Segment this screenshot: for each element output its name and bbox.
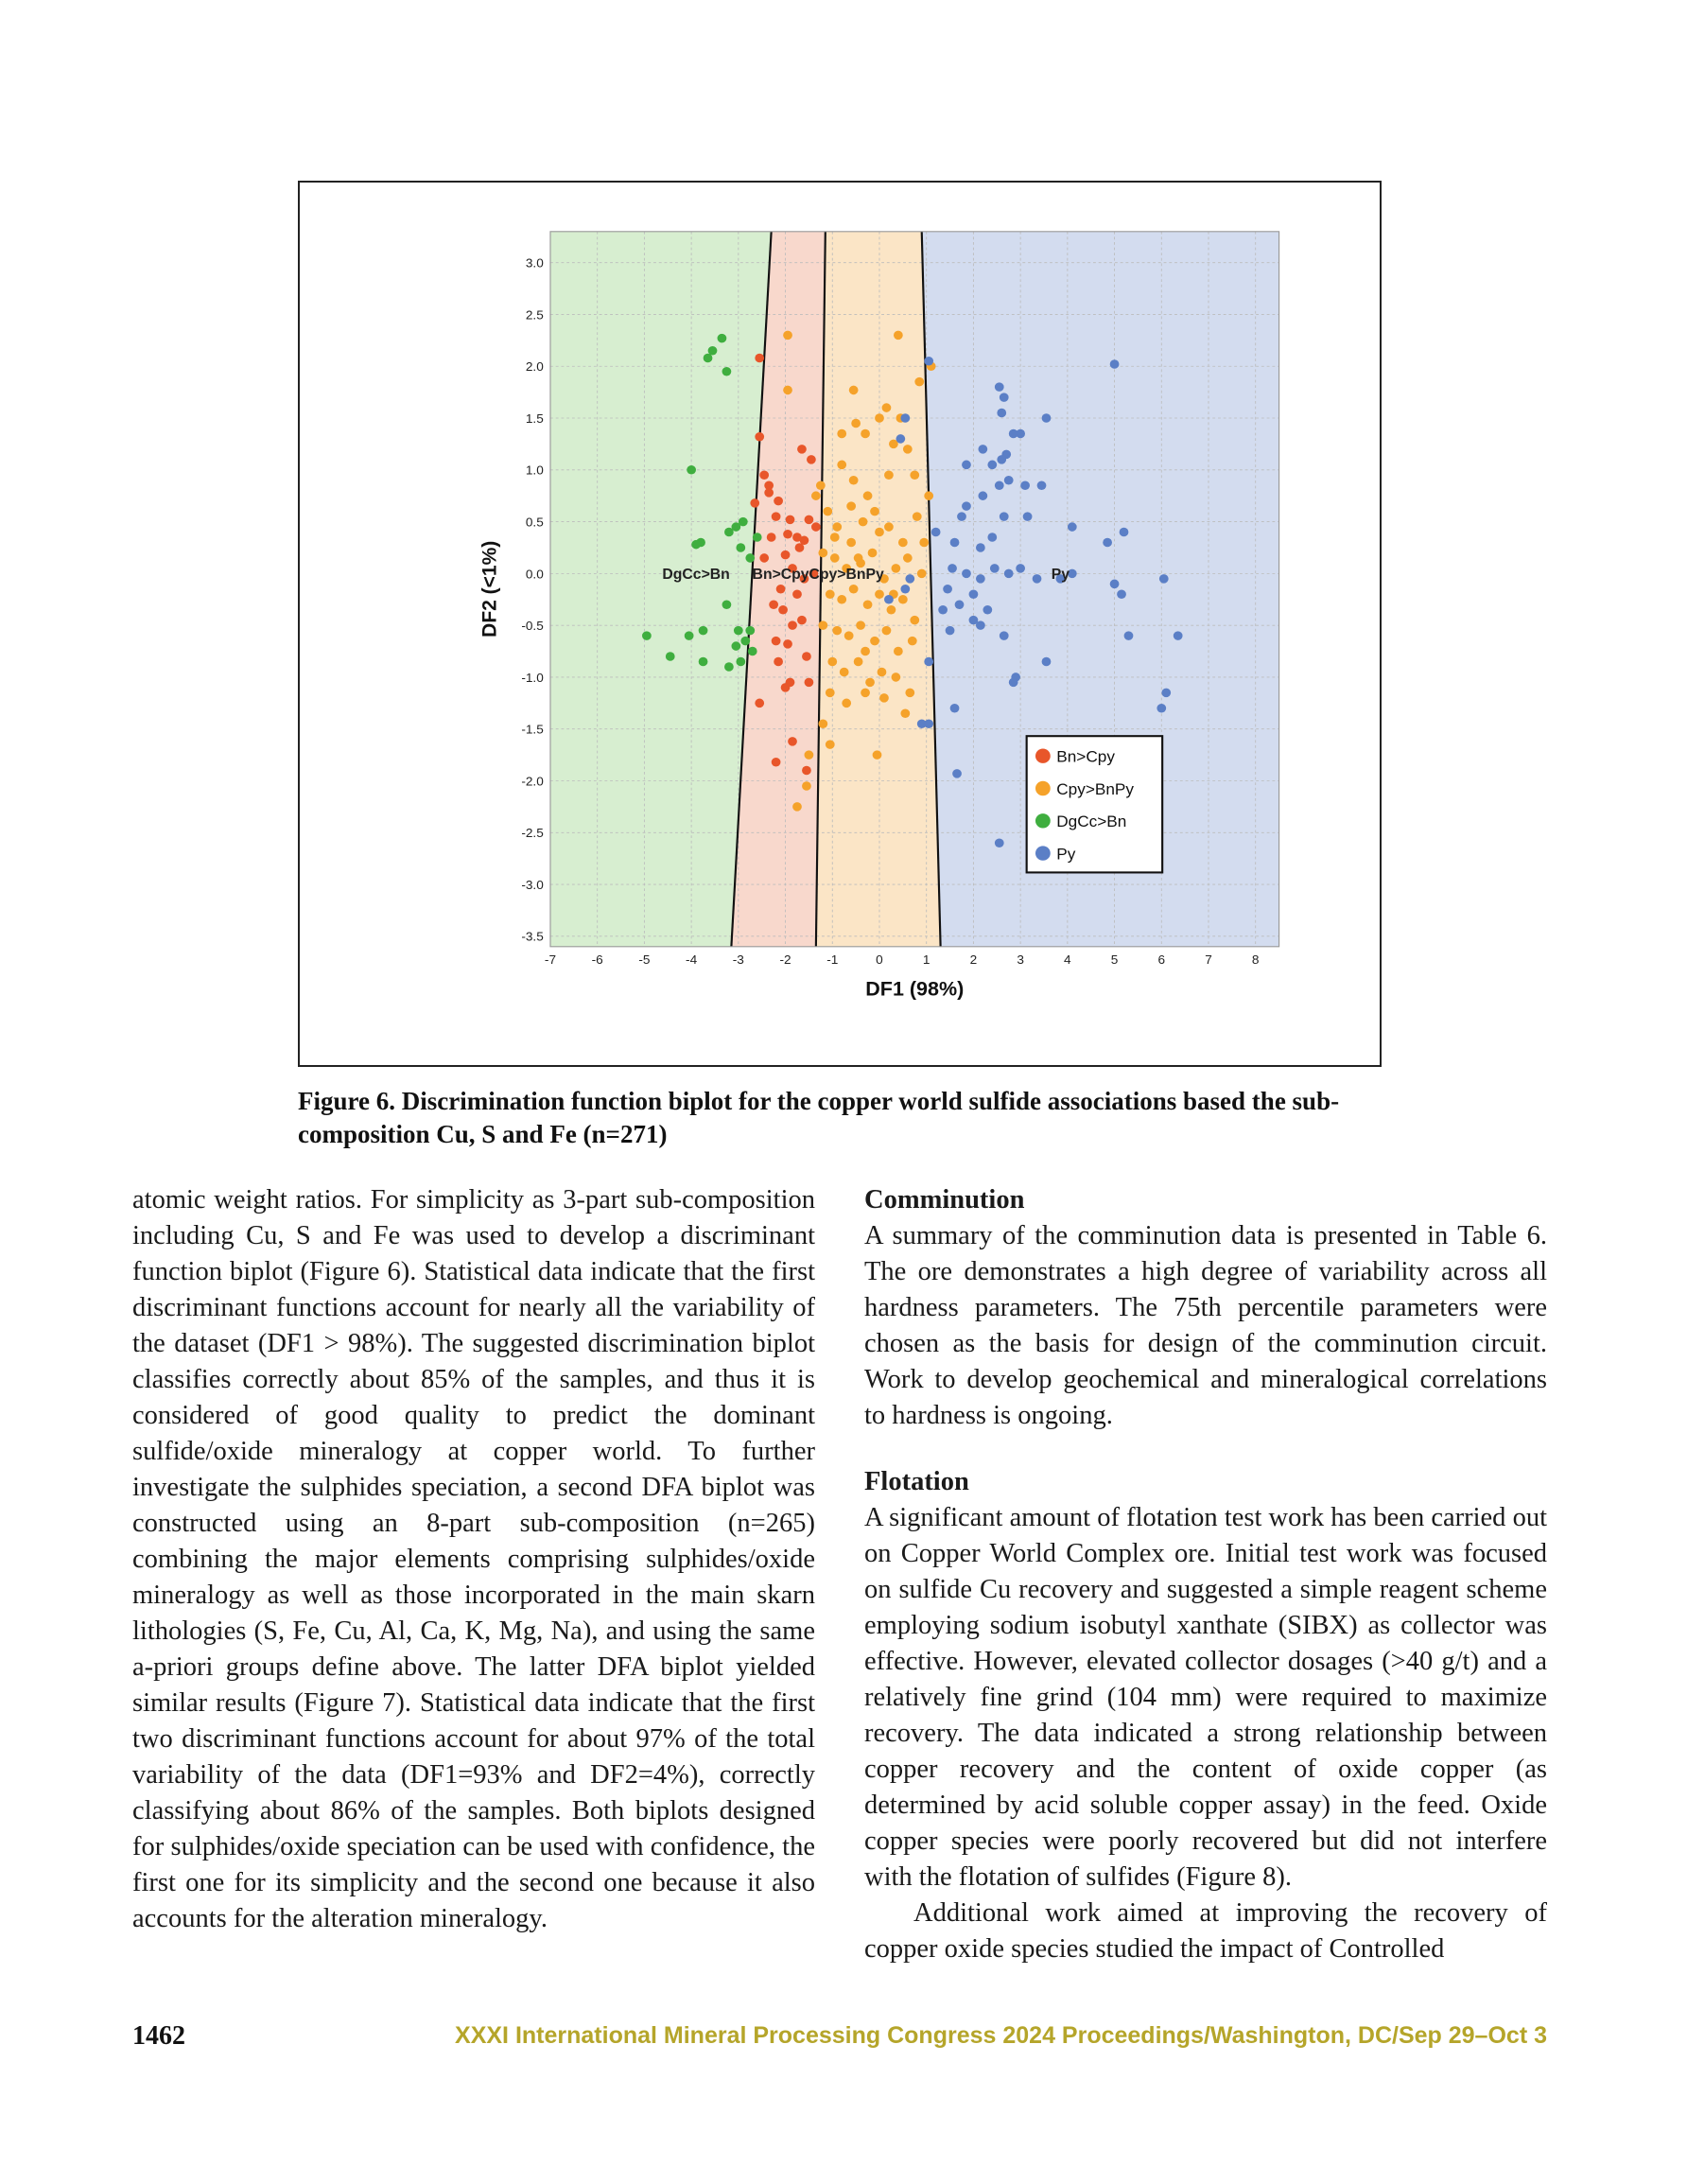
data-point-cpy-bnpy	[910, 616, 919, 625]
data-point-py	[1000, 393, 1009, 402]
x-tick-label: -7	[544, 952, 557, 967]
region-label: Py	[1051, 567, 1070, 583]
data-point-cpy-bnpy	[884, 522, 894, 532]
data-point-py	[952, 769, 962, 778]
data-point-py	[983, 605, 992, 615]
data-point-py	[924, 719, 933, 728]
data-point-cpy-bnpy	[783, 386, 792, 395]
data-point-cpy-bnpy	[842, 699, 851, 708]
data-point-py	[976, 543, 985, 552]
data-point-py	[962, 569, 971, 579]
body-paragraph: atomic weight ratios. For simplicity as 3-part sub-composition including Cu, S and Fe was used to develop a discriminant function biplot (Figure 6). Statistical data indicate that the first discriminant functions account for nearly all the variability of the dataset (DF1 > 98%). The suggested discrimination biplot classifies correctly about 85% of the samples, and thus it is considered of good quality to predict the dominant sulfide/oxide mineralogy at copper world. To further investigate the sulphides speciation, a second DFA biplot was constructed using an 8-part sub-composition (n=265) combining the major elements comprising sulphides/oxide mineralogy as well as those incorporated in the main skarn lithologies (S, Fe, Cu, Al, Ca, K, Mg, Na), and using the same a-priori groups define above. The latter DFA biplot yielded similar results (Figure 7). Statistical data indicate that the first two discriminant functions account for about 97% of the total variability of the data (DF1=93% and DF2=4%), correctly classifying about 86% of the samples. Both biplots designed for sulphides/oxide speciation can be used with confidence, the first one for its simplicity and the second one because it also accounts for the alteration mineralogy.	[132, 1185, 815, 1933]
left-column	[132, 1182, 815, 1937]
data-point-cpy-bnpy	[879, 693, 889, 703]
data-point-py	[1110, 580, 1120, 589]
data-point-py	[938, 605, 948, 615]
data-point-cpy-bnpy	[832, 626, 842, 636]
data-point-py	[1009, 678, 1018, 688]
x-tick-label: -2	[779, 952, 791, 967]
y-tick-label: 0.0	[525, 567, 544, 582]
legend-marker	[1035, 813, 1051, 828]
data-point-cpy-bnpy	[875, 413, 884, 423]
data-point-dgcc-bn	[731, 641, 740, 651]
data-point-bn-cpy	[750, 498, 759, 508]
data-point-py	[1033, 574, 1042, 584]
data-point-bn-cpy	[755, 432, 764, 442]
data-point-cpy-bnpy	[854, 657, 863, 667]
x-tick-label: -5	[638, 952, 651, 967]
data-point-py	[978, 491, 987, 500]
data-point-bn-cpy	[795, 543, 805, 552]
x-tick-label: 0	[876, 952, 883, 967]
discriminant-biplot-chart	[300, 183, 1380, 1065]
data-point-bn-cpy	[764, 480, 774, 490]
flotation-paragraph-2: Additional work aimed at improving the recovery of copper oxide species studied the impact of Controlled	[864, 1898, 1547, 1964]
data-point-py	[1159, 574, 1169, 584]
data-point-bn-cpy	[774, 657, 783, 667]
y-tick-label: -2.5	[521, 826, 544, 841]
data-point-dgcc-bn	[740, 637, 750, 646]
data-point-bn-cpy	[778, 605, 788, 615]
data-point-dgcc-bn	[736, 657, 745, 667]
data-point-py	[995, 838, 1004, 847]
data-point-bn-cpy	[807, 455, 816, 464]
data-point-cpy-bnpy	[818, 549, 827, 558]
page-number: 1462	[132, 2021, 185, 2051]
data-point-py	[957, 512, 966, 521]
figure-6	[298, 181, 1382, 1067]
y-tick-label: -3.0	[521, 878, 544, 892]
data-point-bn-cpy	[788, 737, 797, 746]
data-point-cpy-bnpy	[914, 377, 924, 387]
data-point-cpy-bnpy	[859, 517, 868, 527]
data-point-cpy-bnpy	[903, 553, 913, 563]
y-tick-label: 2.5	[525, 307, 544, 323]
section-heading-comminution: Comminution	[864, 1185, 1025, 1214]
x-tick-label: -4	[686, 952, 698, 967]
data-point-dgcc-bn	[724, 662, 734, 672]
data-point-py	[1161, 689, 1171, 698]
figure-caption: Figure 6. Discrimination function biplot for the copper world sulfide associations based the sub-composition Cu, S and Fe (n=271)	[298, 1087, 1340, 1148]
data-point-cpy-bnpy	[823, 507, 832, 516]
data-point-cpy-bnpy	[832, 522, 842, 532]
data-point-py	[976, 574, 985, 584]
data-point-bn-cpy	[797, 445, 807, 454]
y-tick-label: -2.0	[521, 774, 544, 789]
data-point-py	[969, 590, 979, 600]
data-point-py	[1068, 522, 1077, 532]
data-point-cpy-bnpy	[792, 802, 802, 812]
data-point-bn-cpy	[783, 639, 792, 649]
data-point-dgcc-bn	[753, 533, 762, 542]
data-point-py	[900, 585, 910, 594]
data-point-dgcc-bn	[699, 626, 708, 636]
y-tick-label: -3.5	[521, 929, 544, 944]
legend-marker	[1035, 749, 1051, 763]
data-point-cpy-bnpy	[816, 480, 826, 490]
data-point-py	[1174, 631, 1183, 640]
data-point-py	[1009, 429, 1018, 439]
data-point-dgcc-bn	[722, 600, 732, 609]
data-point-py	[946, 626, 955, 636]
data-point-cpy-bnpy	[892, 673, 901, 682]
data-point-py	[924, 657, 933, 667]
data-point-dgcc-bn	[687, 465, 696, 475]
data-point-bn-cpy	[755, 699, 764, 708]
data-point-py	[1000, 631, 1009, 640]
x-tick-label: -6	[591, 952, 603, 967]
data-point-bn-cpy	[802, 766, 811, 776]
data-point-cpy-bnpy	[870, 637, 879, 646]
legend-label: Py	[1056, 845, 1076, 864]
data-point-cpy-bnpy	[818, 620, 827, 630]
data-point-py	[962, 501, 971, 511]
data-point-py	[987, 461, 997, 470]
x-tick-label: -3	[732, 952, 744, 967]
legend-label: DgCc>Bn	[1056, 812, 1127, 831]
data-point-py	[1042, 657, 1052, 667]
data-point-cpy-bnpy	[837, 595, 846, 604]
data-point-py	[1004, 476, 1014, 485]
data-point-bn-cpy	[783, 530, 792, 539]
data-point-cpy-bnpy	[827, 657, 837, 667]
data-point-dgcc-bn	[745, 553, 755, 563]
data-point-bn-cpy	[781, 683, 791, 692]
data-point-cpy-bnpy	[868, 549, 878, 558]
data-point-cpy-bnpy	[903, 445, 913, 454]
data-point-dgcc-bn	[745, 626, 755, 636]
data-point-dgcc-bn	[734, 626, 743, 636]
data-point-py	[997, 409, 1006, 418]
data-point-cpy-bnpy	[861, 429, 870, 439]
data-point-cpy-bnpy	[826, 689, 835, 698]
x-tick-label: 2	[969, 952, 978, 967]
data-point-cpy-bnpy	[849, 386, 859, 395]
data-point-py	[1120, 528, 1129, 537]
data-point-py	[987, 533, 997, 542]
data-point-cpy-bnpy	[873, 750, 882, 760]
data-point-cpy-bnpy	[861, 647, 870, 656]
data-point-cpy-bnpy	[849, 585, 859, 594]
data-point-dgcc-bn	[748, 647, 757, 656]
data-point-bn-cpy	[811, 522, 821, 532]
data-point-cpy-bnpy	[805, 750, 814, 760]
data-point-cpy-bnpy	[811, 491, 821, 500]
data-point-py	[1000, 512, 1009, 521]
x-tick-label: 4	[1064, 952, 1071, 967]
data-point-cpy-bnpy	[905, 689, 914, 698]
y-axis-label: DF2 (<1%)	[478, 540, 501, 638]
data-point-bn-cpy	[759, 471, 769, 480]
data-point-dgcc-bn	[691, 540, 701, 550]
x-tick-label: 8	[1251, 952, 1260, 967]
data-point-cpy-bnpy	[783, 331, 792, 341]
data-point-cpy-bnpy	[861, 689, 870, 698]
data-point-cpy-bnpy	[919, 538, 929, 548]
data-point-py	[943, 585, 952, 594]
data-point-cpy-bnpy	[854, 553, 863, 563]
data-point-py	[1016, 564, 1025, 573]
data-point-py	[1124, 631, 1134, 640]
legend-marker	[1035, 846, 1051, 860]
data-point-py	[1004, 569, 1014, 579]
data-point-bn-cpy	[792, 590, 802, 600]
data-point-py	[990, 564, 1000, 573]
data-point-py	[995, 480, 1004, 490]
data-point-py	[950, 538, 960, 548]
data-point-bn-cpy	[802, 652, 811, 661]
data-point-bn-cpy	[769, 600, 778, 609]
data-point-py	[978, 445, 987, 454]
data-point-py	[1023, 512, 1033, 521]
region-label: Bn>Cpy	[752, 567, 809, 583]
data-point-cpy-bnpy	[898, 538, 908, 548]
data-point-cpy-bnpy	[849, 476, 859, 485]
x-tick-label: 6	[1157, 952, 1166, 967]
y-tick-label: 1.5	[525, 411, 544, 426]
data-point-cpy-bnpy	[908, 637, 917, 646]
data-point-py	[884, 595, 894, 604]
data-point-cpy-bnpy	[884, 471, 894, 480]
data-point-bn-cpy	[797, 616, 807, 625]
data-point-py	[962, 461, 971, 470]
data-point-py	[896, 434, 905, 444]
data-point-bn-cpy	[781, 550, 791, 560]
data-point-cpy-bnpy	[846, 501, 856, 511]
data-point-cpy-bnpy	[892, 564, 901, 573]
data-point-cpy-bnpy	[875, 590, 884, 600]
data-point-py	[997, 455, 1006, 464]
data-point-cpy-bnpy	[870, 507, 879, 516]
data-point-cpy-bnpy	[837, 429, 846, 439]
x-axis-label: DF1 (98%)	[865, 977, 965, 1001]
data-point-cpy-bnpy	[844, 631, 854, 640]
footer-proceedings: XXXI International Mineral Processing Congress 2024 Proceedings/Washington, DC/Sep 29–Oct 3	[455, 2022, 1547, 2049]
data-point-cpy-bnpy	[910, 471, 919, 480]
data-point-cpy-bnpy	[837, 461, 846, 470]
y-tick-label: 1.0	[525, 463, 544, 478]
data-point-bn-cpy	[788, 620, 797, 630]
data-point-py	[1117, 590, 1126, 600]
data-point-py	[924, 357, 933, 366]
data-point-bn-cpy	[776, 585, 786, 594]
data-point-bn-cpy	[759, 553, 769, 563]
section-heading-flotation: Flotation	[864, 1467, 969, 1496]
data-point-cpy-bnpy	[840, 668, 849, 677]
data-point-dgcc-bn	[699, 657, 708, 667]
flotation-paragraph: A significant amount of flotation test work has been carried out on Copper World Complex ore. Initial test work was focused on sulfide Cu recovery and suggested a simple reagent scheme employing sodium isobutyl xanthate (SIBX) as collector was effective. However, elevated collector dosages (>40 g/t) and a relatively fine grind (104 mm) were required to maximize recovery. The data indicated a strong relationship between copper recovery and the content of oxide copper (as determined by acid soluble copper assay) in the feed. Oxide copper species were poorly recovered but did not interfere with the flotation of sulfides (Figure 8).	[864, 1503, 1547, 1892]
data-point-bn-cpy	[772, 637, 781, 646]
data-point-cpy-bnpy	[802, 781, 811, 791]
y-tick-label: 0.5	[525, 515, 544, 530]
data-point-cpy-bnpy	[887, 605, 896, 615]
data-point-bn-cpy	[755, 354, 764, 363]
data-point-py	[1042, 413, 1052, 423]
data-point-dgcc-bn	[666, 652, 675, 661]
region-cpy-bnpy	[816, 232, 941, 947]
right-column	[864, 1182, 1547, 1967]
y-tick-label: -0.5	[521, 619, 544, 634]
data-point-bn-cpy	[805, 515, 814, 525]
data-point-cpy-bnpy	[830, 533, 840, 542]
data-point-cpy-bnpy	[846, 538, 856, 548]
data-point-dgcc-bn	[642, 631, 652, 640]
data-point-cpy-bnpy	[856, 620, 865, 630]
data-point-py	[1020, 480, 1030, 490]
data-point-py	[948, 564, 957, 573]
data-point-dgcc-bn	[736, 543, 745, 552]
data-point-cpy-bnpy	[875, 528, 884, 537]
data-point-cpy-bnpy	[900, 709, 910, 719]
data-point-cpy-bnpy	[863, 600, 873, 609]
x-tick-label: 5	[1110, 952, 1119, 967]
region-label: Cpy>BnPy	[809, 567, 884, 583]
data-point-dgcc-bn	[739, 517, 748, 527]
data-point-cpy-bnpy	[863, 491, 873, 500]
data-point-cpy-bnpy	[826, 590, 835, 600]
legend-label: Cpy>BnPy	[1056, 779, 1135, 798]
y-tick-label: -1.0	[521, 670, 544, 685]
x-tick-label: -1	[826, 952, 839, 967]
data-point-cpy-bnpy	[878, 668, 887, 677]
data-point-cpy-bnpy	[830, 553, 840, 563]
legend-marker	[1035, 781, 1051, 795]
y-tick-label: -1.5	[521, 722, 544, 737]
chart-plot-group	[478, 232, 1278, 1001]
data-point-dgcc-bn	[704, 354, 713, 363]
data-point-cpy-bnpy	[898, 595, 908, 604]
data-point-bn-cpy	[772, 758, 781, 767]
data-point-bn-cpy	[774, 497, 783, 506]
data-point-cpy-bnpy	[894, 331, 903, 341]
data-point-cpy-bnpy	[851, 419, 861, 428]
data-point-py	[905, 574, 914, 584]
data-point-cpy-bnpy	[882, 403, 892, 412]
data-point-py	[1037, 480, 1047, 490]
data-point-py	[950, 704, 960, 713]
data-point-py	[976, 620, 985, 630]
data-point-py	[1157, 704, 1166, 713]
legend-label: Bn>Cpy	[1056, 747, 1115, 766]
y-tick-label: 2.0	[525, 359, 544, 375]
data-point-py	[995, 382, 1004, 392]
data-point-cpy-bnpy	[818, 719, 827, 728]
data-point-bn-cpy	[772, 512, 781, 521]
data-point-bn-cpy	[805, 678, 814, 688]
data-point-cpy-bnpy	[917, 569, 927, 579]
x-tick-label: 1	[922, 952, 930, 967]
x-tick-label: 7	[1205, 952, 1212, 967]
data-point-cpy-bnpy	[882, 626, 892, 636]
data-point-cpy-bnpy	[826, 740, 835, 749]
data-point-dgcc-bn	[722, 367, 732, 376]
data-point-py	[931, 528, 941, 537]
data-point-cpy-bnpy	[865, 678, 875, 688]
data-point-cpy-bnpy	[913, 512, 922, 521]
y-tick-label: 3.0	[525, 255, 544, 271]
data-point-bn-cpy	[767, 533, 776, 542]
data-point-py	[1103, 538, 1112, 548]
data-point-cpy-bnpy	[924, 491, 933, 500]
region-label: DgCc>Bn	[662, 567, 730, 583]
data-point-py	[900, 413, 910, 423]
data-point-dgcc-bn	[685, 631, 694, 640]
data-point-cpy-bnpy	[894, 647, 903, 656]
data-point-py	[1110, 359, 1120, 369]
data-point-py	[955, 600, 965, 609]
x-tick-label: 3	[1017, 952, 1024, 967]
data-point-bn-cpy	[786, 515, 795, 525]
comminution-paragraph: A summary of the comminution data is presented in Table 6. The ore demonstrates a high degree of variability across all hardness parameters. The 75th percentile parameters were chosen as the basis for design of the comminution circuit. Work to develop geochemical and mineralogical correlations to hardness is ongoing.	[864, 1221, 1547, 1430]
data-point-dgcc-bn	[718, 334, 727, 343]
